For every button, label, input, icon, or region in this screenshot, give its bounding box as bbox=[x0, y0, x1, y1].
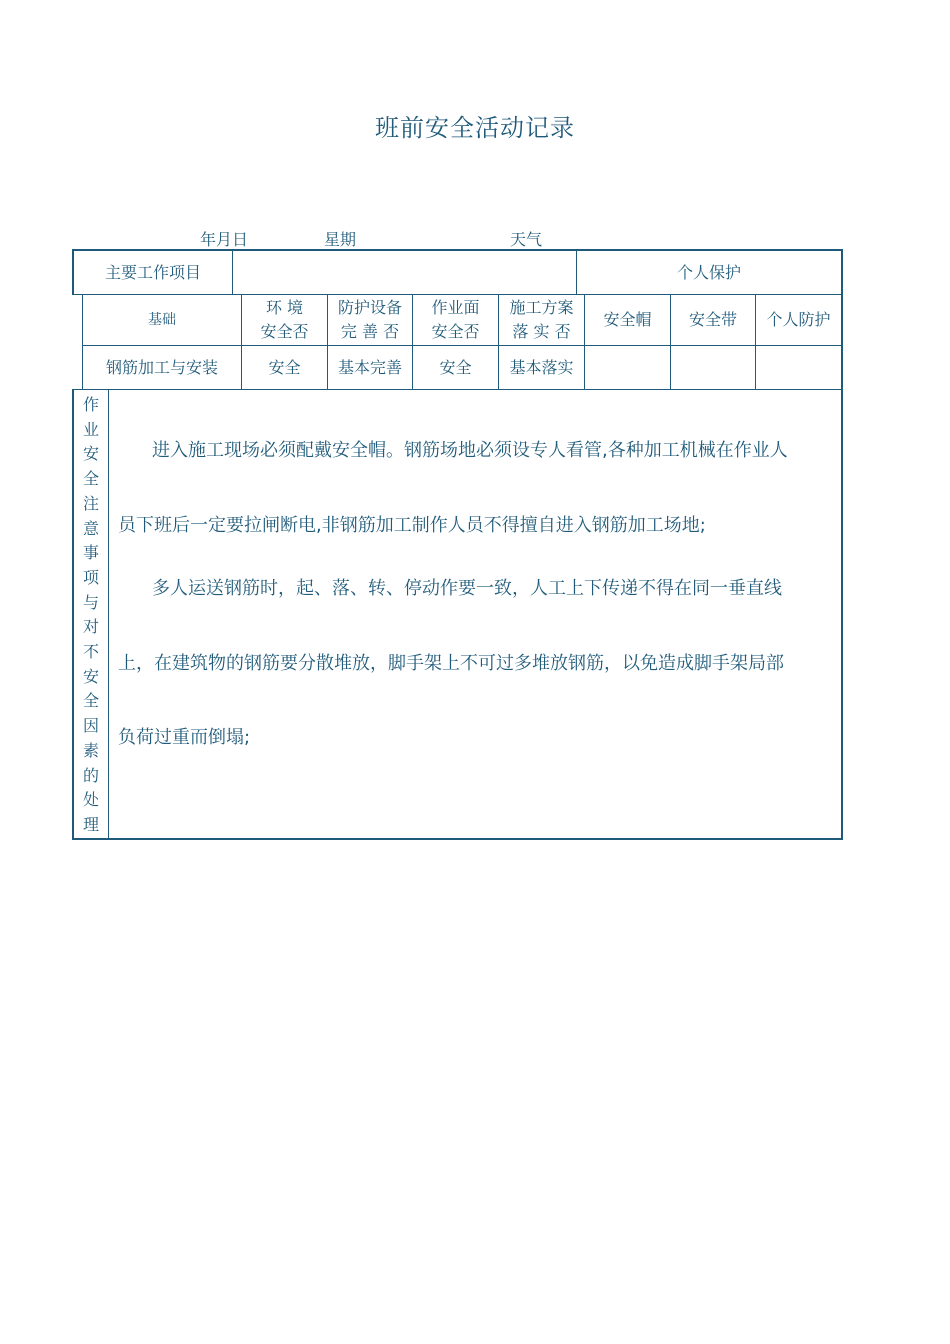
notes-line: 负荷过重而倒塌; bbox=[118, 727, 251, 748]
header-env bbox=[242, 295, 327, 345]
side-char: 全 bbox=[82, 691, 99, 711]
table-border-right bbox=[841, 249, 843, 840]
side-char: 素 bbox=[82, 740, 99, 760]
side-char: 理 bbox=[82, 814, 99, 834]
work-item: 钢筋加工与安装 bbox=[105, 357, 218, 377]
header-plan-line1: 施工方案 bbox=[509, 298, 574, 317]
notes-side-label bbox=[74, 392, 108, 838]
header-env-line2: 安全否 bbox=[260, 322, 309, 341]
header-workface bbox=[413, 295, 498, 345]
header-base: 基础 bbox=[148, 312, 176, 328]
header-protect bbox=[328, 295, 412, 345]
personal-value[interactable] bbox=[756, 346, 841, 389]
side-char: 项 bbox=[82, 567, 99, 587]
env-value: 安全 bbox=[268, 357, 301, 377]
side-char: 注 bbox=[82, 493, 99, 513]
side-char: 因 bbox=[82, 716, 99, 736]
header-belt: 安全带 bbox=[688, 310, 737, 329]
side-char: 安 bbox=[82, 444, 99, 464]
table-border-bottom bbox=[72, 838, 843, 840]
header-protect-line2: 完 善 否 bbox=[340, 322, 400, 341]
header-personal: 个人防护 bbox=[766, 310, 831, 329]
date-label: 年月日 bbox=[200, 230, 249, 249]
main-work-label: 主要工作项目 bbox=[104, 262, 201, 282]
side-char: 的 bbox=[82, 765, 99, 785]
main-work-value[interactable] bbox=[233, 251, 576, 294]
notes-line: 进入施工现场必须配戴安全帽。钢筋场地必须设专人看管,各种加工机械在作业人 bbox=[152, 440, 788, 461]
header-workface-line2: 安全否 bbox=[431, 322, 480, 341]
notes-line: 员下班后一定要拉闸断电,非钢筋加工制作人员不得擅自进入钢筋加工场地; bbox=[118, 515, 706, 536]
header-plan-line2: 落 实 否 bbox=[512, 322, 571, 341]
notes-line: 上，在建筑物的钢筋要分散堆放，脚手架上不可过多堆放钢筋，以免造成脚手架局部 bbox=[118, 653, 784, 674]
side-char: 事 bbox=[82, 543, 99, 563]
side-char: 作 bbox=[82, 395, 99, 414]
side-char: 意 bbox=[82, 518, 99, 538]
side-char: 处 bbox=[82, 790, 99, 810]
weather-label: 天气 bbox=[510, 230, 543, 249]
side-char: 全 bbox=[82, 469, 99, 489]
side-char: 业 bbox=[82, 419, 99, 439]
protect-value: 基本完善 bbox=[337, 357, 402, 377]
side-char: 安 bbox=[82, 666, 99, 686]
header-workface-line1: 作业面 bbox=[431, 298, 480, 317]
plan-value: 基本落实 bbox=[509, 357, 574, 377]
helmet-value[interactable] bbox=[585, 346, 670, 389]
belt-value[interactable] bbox=[671, 346, 755, 389]
header-env-line1: 环 境 bbox=[265, 298, 304, 317]
row-divider bbox=[72, 389, 843, 390]
workface-value: 安全 bbox=[439, 357, 472, 377]
weekday-label: 星期 bbox=[324, 230, 357, 249]
side-char: 与 bbox=[82, 592, 99, 612]
side-char: 对 bbox=[82, 617, 99, 637]
header-protect-line1: 防护设备 bbox=[337, 298, 402, 317]
header-helmet: 安全帽 bbox=[603, 310, 652, 329]
notes-line: 多人运送钢筋时，起、落、转、停动作要一致，人工上下传递不得在同一垂直线 bbox=[152, 578, 782, 599]
col-divider bbox=[108, 389, 109, 839]
page-title: 班前安全活动记录 bbox=[375, 114, 575, 142]
personal-protection-label: 个人保护 bbox=[676, 262, 741, 282]
header-plan bbox=[499, 295, 584, 345]
side-char: 不 bbox=[82, 642, 99, 662]
